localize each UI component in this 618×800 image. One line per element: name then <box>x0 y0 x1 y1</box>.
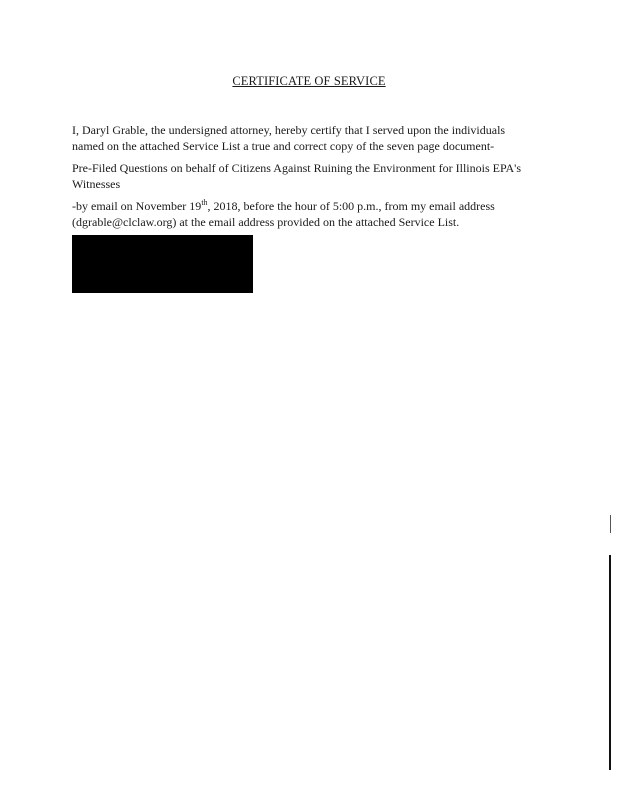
document-name-paragraph: Pre-Filed Questions on behalf of Citizens Against Ruining the Environment for Illinois EPA's Witnesses <box>72 161 522 191</box>
redacted-signature-block <box>72 235 253 293</box>
service-method-text: , 2018, before the hour of 5:00 p.m., from my email address (dgrable@clclaw.org) at the email address provided on the attached Service List. <box>72 199 495 229</box>
scan-edge-mark <box>610 515 611 533</box>
scan-edge-line <box>609 555 611 770</box>
service-details-paragraph <box>72 198 532 230</box>
date-ordinal-suffix: th <box>201 198 208 207</box>
certificate-title: CERTIFICATE OF SERVICE <box>232 74 386 88</box>
service-date-text: -by email on November 19 <box>72 199 202 213</box>
certification-paragraph: I, Daryl Grable, the undersigned attorney, hereby certify that I served upon the individuals named on the attached Service List a true and correct copy of the seven page document- <box>72 123 506 153</box>
